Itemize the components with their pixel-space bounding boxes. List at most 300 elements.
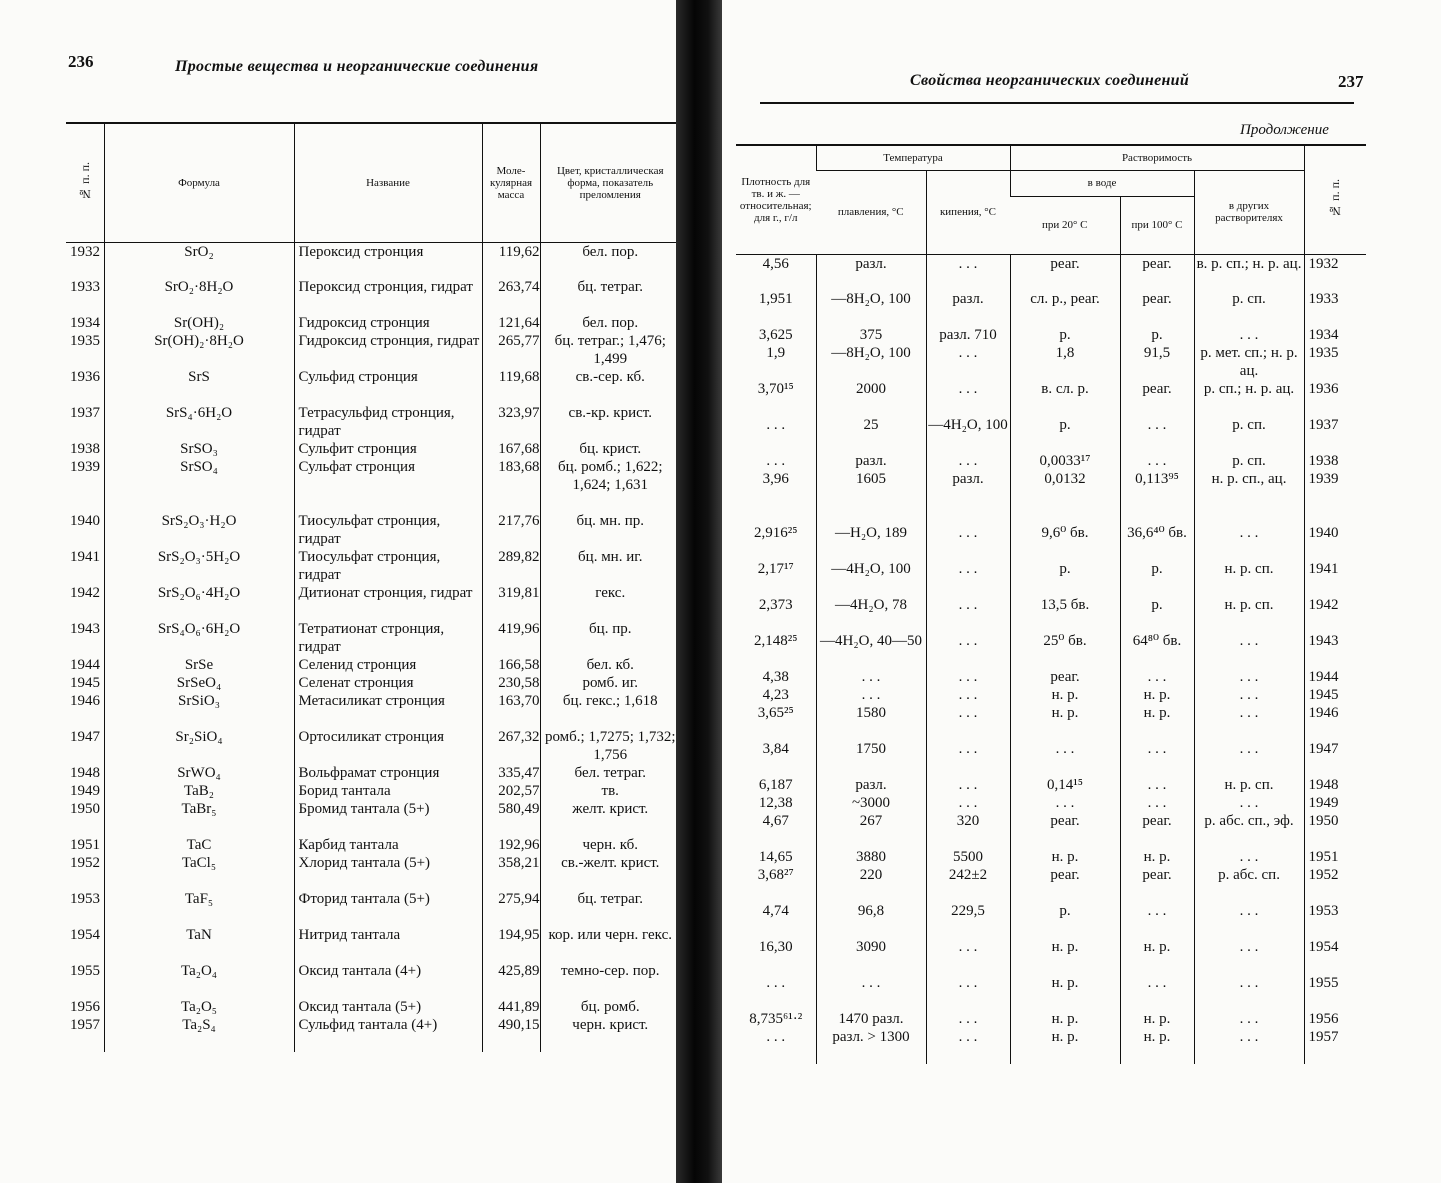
solubility-20-cell: н. р. [1010,686,1120,704]
header-other-solvents: в других растворителях [1194,170,1304,254]
density-cell: . . . [766,453,786,469]
name-cell: Сульфат стронция [294,458,482,512]
table-row [66,404,680,440]
row-number: 1955 [70,963,100,979]
table-row [66,854,680,890]
melting-cell: 25 [816,416,926,452]
density-cell: 6,187 [758,777,793,793]
table-row [66,962,680,998]
other-solvents-cell: . . . [1194,974,1304,1010]
table-row [66,800,680,836]
row-number: 1943 [1304,632,1366,668]
formula-cell: SrS₂O₃·5H₂O [104,548,294,584]
table-row [66,620,680,656]
formula-cell: SrS [104,368,294,404]
left-table-body [66,242,680,1052]
color-form-cell: бц. ромб. [540,998,680,1016]
boiling-cell: . . . [926,452,1010,470]
solubility-100-cell: р. [1120,596,1194,632]
boiling-cell: 320 [926,812,1010,848]
row-number: 1938 [1304,452,1366,470]
color-form-cell: бел. тетраг. [540,764,680,782]
table-row [736,1028,1366,1064]
row-number: 1937 [70,405,100,421]
header-formula: Формула [104,124,294,242]
mass-cell: 194,95 [482,926,540,962]
mass-cell: 183,68 [482,458,540,512]
solubility-100-cell: реаг. [1120,866,1194,902]
other-solvents-cell: . . . [1194,902,1304,938]
name-cell: Бромид тантала (5+) [294,800,482,836]
header-solubility: Растворимость [1010,146,1304,170]
mass-cell: 275,94 [482,890,540,926]
melting-cell: 1580 [816,704,926,740]
page-number-left: 236 [68,52,94,71]
mass-cell: 319,81 [482,584,540,620]
row-number: 1947 [1304,740,1366,776]
other-solvents-cell: . . . [1194,848,1304,866]
solubility-100-cell: р. [1120,560,1194,596]
mass-cell: 202,57 [482,782,540,800]
density-cell: 8,735⁶¹·² [749,1011,803,1027]
name-cell: Пероксид стронция [294,242,482,278]
color-form-cell: бц. гекс.; 1,618 [540,692,680,728]
solubility-20-cell: реаг. [1010,866,1120,902]
solubility-100-cell: р. [1120,326,1194,344]
color-form-cell: бел. пор. [540,242,680,278]
formula-cell: SrSO₄ [104,458,294,512]
solubility-20-cell: н. р. [1010,1028,1120,1064]
table-row [736,866,1366,902]
row-number: 1952 [1304,866,1366,902]
name-cell: Сульфид тантала (4+) [294,1016,482,1052]
formula-cell: TaN [104,926,294,962]
melting-cell: ~3000 [816,794,926,812]
name-cell: Борид тантала [294,782,482,800]
boiling-cell: . . . [926,524,1010,560]
row-number: 1950 [70,801,100,817]
mass-cell: 166,58 [482,656,540,674]
formula-cell: SrS₂O₆·4H₂O [104,584,294,620]
boiling-cell: 5500 [926,848,1010,866]
mass-cell: 263,74 [482,278,540,314]
solubility-20-cell: в. сл. р. [1010,380,1120,416]
melting-cell: . . . [816,668,926,686]
row-number: 1952 [70,855,100,871]
table-row [66,314,680,332]
row-number: 1946 [70,693,100,709]
boiling-cell: . . . [926,938,1010,974]
boiling-cell: . . . [926,1028,1010,1064]
formula-cell: SrO₂·8H₂O [104,278,294,314]
solubility-100-cell: н. р. [1120,704,1194,740]
row-number: 1951 [1304,848,1366,866]
other-solvents-cell: . . . [1194,632,1304,668]
running-head-left: Простые вещества и неорганические соединения [175,58,539,75]
header-name: Название [294,124,482,242]
color-form-cell: гекс. [540,584,680,620]
row-number: 1935 [70,333,100,349]
row-number: 1948 [70,765,100,781]
name-cell: Оксид тантала (5+) [294,998,482,1016]
table-row [66,926,680,962]
row-number: 1945 [1304,686,1366,704]
right-page [716,0,1441,1183]
formula-cell: SrS₂O₃·H₂O [104,512,294,548]
table-row [736,740,1366,776]
boiling-cell: . . . [926,344,1010,380]
name-cell: Сульфид стронция [294,368,482,404]
solubility-20-cell: реаг. [1010,668,1120,686]
formula-cell: Sr(OH)₂ [104,314,294,332]
table-row [66,368,680,404]
solubility-100-cell: . . . [1120,902,1194,938]
header-mass: Моле-кулярная масса [482,124,540,242]
color-form-cell: бел. кб. [540,656,680,674]
mass-cell: 121,64 [482,314,540,332]
solubility-20-cell: 0,0132 [1010,470,1120,524]
solubility-100-cell: . . . [1120,668,1194,686]
other-solvents-cell: . . . [1194,668,1304,686]
color-form-cell: св.-желт. крист. [540,854,680,890]
color-form-cell: бц. тетраг.; 1,476; 1,499 [540,332,680,368]
table-row [66,656,680,674]
color-form-cell: желт. крист. [540,800,680,836]
name-cell: Селенид стронция [294,656,482,674]
row-number: 1939 [70,459,100,475]
name-cell: Вольфрамат стронция [294,764,482,782]
row-number: 1936 [1304,380,1366,416]
melting-cell: —8H₂O, 100 [816,344,926,380]
name-cell: Карбид тантала [294,836,482,854]
page-number-right: 237 [1338,72,1364,91]
boiling-cell: . . . [926,776,1010,794]
row-number: 1942 [70,585,100,601]
density-cell: 2,916²⁵ [754,525,798,541]
solubility-20-cell: р. [1010,560,1120,596]
table-row [736,938,1366,974]
formula-cell: TaCl₅ [104,854,294,890]
other-solvents-cell: . . . [1194,740,1304,776]
solubility-20-cell: р. [1010,326,1120,344]
solubility-100-cell: н. р. [1120,686,1194,704]
boiling-cell: . . . [926,704,1010,740]
solubility-100-cell: н. р. [1120,1028,1194,1064]
row-number: 1932 [1304,254,1366,290]
other-solvents-cell: . . . [1194,326,1304,344]
solubility-100-cell: реаг. [1120,290,1194,326]
solubility-100-cell: реаг. [1120,254,1194,290]
row-number: 1944 [1304,668,1366,686]
other-solvents-cell: р. абс. сп., эф. [1194,812,1304,848]
mass-cell: 490,15 [482,1016,540,1052]
solubility-100-cell: 36,6⁴⁰ бв. [1120,524,1194,560]
row-number: 1957 [1304,1028,1366,1064]
name-cell: Хлорид тантала (5+) [294,854,482,890]
melting-cell: 220 [816,866,926,902]
other-solvents-cell: . . . [1194,704,1304,740]
color-form-cell: св.-кр. крист. [540,404,680,440]
boiling-cell: . . . [926,686,1010,704]
solubility-100-cell: н. р. [1120,848,1194,866]
header-at-20: при 20° С [1010,196,1120,254]
color-form-cell: бц. мн. пр. [540,512,680,548]
table-row [736,254,1366,290]
melting-cell: —4H₂O, 78 [816,596,926,632]
row-number: 1953 [1304,902,1366,938]
row-number: 1934 [1304,326,1366,344]
color-form-cell: бел. пор. [540,314,680,332]
boiling-cell: 229,5 [926,902,1010,938]
row-number: 1956 [70,999,100,1015]
mass-cell: 265,77 [482,332,540,368]
table-row [736,704,1366,740]
melting-cell: —4H₂O, 40—50 [816,632,926,668]
solubility-20-cell: реаг. [1010,812,1120,848]
row-number: 1935 [1304,344,1366,380]
header-at-100: при 100° С [1120,196,1194,254]
formula-cell: Ta₂S₄ [104,1016,294,1052]
solubility-20-cell: н. р. [1010,974,1120,1010]
melting-cell: 1605 [816,470,926,524]
header-melting: плавления, °C [816,170,926,254]
table-row [66,242,680,278]
formula-cell: TaB₂ [104,782,294,800]
left-page [0,0,690,1183]
formula-cell: Ta₂O₄ [104,962,294,998]
table-row [66,548,680,584]
row-number: 1948 [1304,776,1366,794]
solubility-100-cell: н. р. [1120,1010,1194,1028]
melting-cell: разл. [816,254,926,290]
mass-cell: 441,89 [482,998,540,1016]
solubility-20-cell: н. р. [1010,1010,1120,1028]
mass-cell: 119,62 [482,242,540,278]
header-rule-right [760,102,1354,104]
other-solvents-cell: н. р. сп. [1194,776,1304,794]
table-row [66,1016,680,1052]
row-number: 1939 [1304,470,1366,524]
continuation-label: Продолжение [1240,122,1329,138]
density-cell: 3,625 [758,327,793,343]
other-solvents-cell: р. мет. сп.; н. р. ац. [1194,344,1304,380]
row-number: 1956 [1304,1010,1366,1028]
boiling-cell: . . . [926,380,1010,416]
row-number: 1937 [1304,416,1366,452]
melting-cell: разл. > 1300 [816,1028,926,1064]
mass-cell: 163,70 [482,692,540,728]
header-color: Цвет, кристаллическая форма, показатель преломления [540,124,680,242]
header-num-right: № п. п. [1304,146,1366,254]
mass-cell: 119,68 [482,368,540,404]
melting-cell: 96,8 [816,902,926,938]
solubility-20-cell: 13,5 бв. [1010,596,1120,632]
name-cell: Тетратионат стронция, гидрат [294,620,482,656]
table-row [736,776,1366,794]
row-number: 1940 [1304,524,1366,560]
boiling-cell: . . . [926,254,1010,290]
boiling-cell: разл. [926,290,1010,326]
table-row [66,782,680,800]
mass-cell: 267,32 [482,728,540,764]
color-form-cell: св.-сер. кб. [540,368,680,404]
row-number: 1938 [70,441,100,457]
row-number: 1950 [1304,812,1366,848]
solubility-20-cell: 0,14¹⁵ [1010,776,1120,794]
table-row [736,326,1366,344]
name-cell: Сульфит стронция [294,440,482,458]
table-row [736,380,1366,416]
name-cell: Пероксид стронция, гидрат [294,278,482,314]
color-form-cell: бц. крист. [540,440,680,458]
table-row [736,812,1366,848]
row-number: 1954 [70,927,100,943]
row-number: 1946 [1304,704,1366,740]
boiling-cell: . . . [926,596,1010,632]
name-cell: Тиосульфат стронция, гидрат [294,548,482,584]
table-row [66,692,680,728]
solubility-20-cell: н. р. [1010,704,1120,740]
name-cell: Фторид тантала (5+) [294,890,482,926]
table-row [66,278,680,314]
right-table [736,146,1366,1064]
boiling-cell: . . . [926,740,1010,776]
density-cell: 3,84 [762,741,789,757]
formula-cell: TaF₅ [104,890,294,926]
other-solvents-cell: р. сп. [1194,290,1304,326]
name-cell: Нитрид тантала [294,926,482,962]
solubility-100-cell: 91,5 [1120,344,1194,380]
other-solvents-cell: н. р. сп. [1194,596,1304,632]
table-row [736,794,1366,812]
formula-cell: Ta₂O₅ [104,998,294,1016]
color-form-cell: ромб. иг. [540,674,680,692]
row-number: 1940 [70,513,100,529]
melting-cell: —4H₂O, 100 [816,560,926,596]
name-cell: Оксид тантала (4+) [294,962,482,998]
table-row [736,848,1366,866]
left-table [66,124,680,1052]
density-cell: 2,17¹⁷ [757,561,794,577]
solubility-100-cell: . . . [1120,740,1194,776]
density-cell: 3,68²⁷ [757,867,794,883]
melting-cell: 267 [816,812,926,848]
solubility-20-cell: р. [1010,902,1120,938]
solubility-100-cell: реаг. [1120,812,1194,848]
row-number: 1944 [70,657,100,673]
row-number: 1954 [1304,938,1366,974]
boiling-cell: . . . [926,668,1010,686]
melting-cell: 3880 [816,848,926,866]
solubility-20-cell: . . . [1010,794,1120,812]
solubility-20-cell: реаг. [1010,254,1120,290]
density-cell: 14,65 [758,849,793,865]
boiling-cell: . . . [926,974,1010,1010]
melting-cell: разл. [816,452,926,470]
mass-cell: 425,89 [482,962,540,998]
boiling-cell: . . . [926,794,1010,812]
solubility-20-cell: сл. р., реаг. [1010,290,1120,326]
table-row [66,728,680,764]
name-cell: Дитионат стронция, гидрат [294,584,482,620]
running-head-right: Свойства неорганических соединений [910,72,1190,89]
formula-cell: Sr₂SiO₄ [104,728,294,764]
mass-cell: 192,96 [482,836,540,854]
other-solvents-cell: р. абс. сп. [1194,866,1304,902]
formula-cell: SrO₂ [104,242,294,278]
row-number: 1936 [70,369,100,385]
solubility-20-cell: н. р. [1010,848,1120,866]
name-cell: Метасиликат стронция [294,692,482,728]
solubility-100-cell: 64⁸⁰ бв. [1120,632,1194,668]
color-form-cell: кор. или черн. гекс. [540,926,680,962]
solubility-100-cell: реаг. [1120,380,1194,416]
table-row [66,674,680,692]
row-number: 1955 [1304,974,1366,1010]
boiling-cell: разл. [926,470,1010,524]
color-form-cell: ромб.; 1,7275; 1,732; 1,756 [540,728,680,764]
other-solvents-cell: н. р. сп., ац. [1194,470,1304,524]
mass-cell: 323,97 [482,404,540,440]
other-solvents-cell: р. сп.; н. р. ац. [1194,380,1304,416]
name-cell: Тиосульфат стронция, гидрат [294,512,482,548]
mass-cell: 419,96 [482,620,540,656]
mass-cell: 217,76 [482,512,540,548]
table-row [736,290,1366,326]
table-row [736,416,1366,452]
melting-cell: разл. [816,776,926,794]
density-cell: 3,65²⁵ [757,705,794,721]
mass-cell: 289,82 [482,548,540,584]
formula-cell: TaBr₅ [104,800,294,836]
color-form-cell: бц. тетраг. [540,890,680,926]
row-number: 1933 [70,279,100,295]
row-number: 1949 [1304,794,1366,812]
row-number: 1945 [70,675,100,691]
density-cell: 2,373 [758,597,793,613]
density-cell: 1,9 [766,345,786,361]
other-solvents-cell: в. р. сп.; н. р. ац. [1194,254,1304,290]
solubility-20-cell: 0,0033¹⁷ [1010,452,1120,470]
table-row [736,470,1366,524]
row-number: 1949 [70,783,100,799]
table-row [736,974,1366,1010]
density-cell: 16,30 [758,939,793,955]
solubility-20-cell: 25⁰ бв. [1010,632,1120,668]
table-row [736,902,1366,938]
mass-cell: 358,21 [482,854,540,890]
other-solvents-cell: р. сп. [1194,452,1304,470]
other-solvents-cell: . . . [1194,524,1304,560]
header-in-water: в воде [1010,170,1194,196]
density-cell: 2,148²⁵ [754,633,798,649]
density-cell: . . . [766,417,786,433]
table-row [736,668,1366,686]
solubility-100-cell: . . . [1120,974,1194,1010]
density-cell: 3,70¹⁵ [757,381,794,397]
table-row [66,332,680,368]
boiling-cell: . . . [926,560,1010,596]
color-form-cell: черн. крист. [540,1016,680,1052]
table-row [66,458,680,512]
row-number: 1953 [70,891,100,907]
color-form-cell: тв. [540,782,680,800]
boiling-cell: . . . [926,632,1010,668]
solubility-100-cell: . . . [1120,452,1194,470]
row-number: 1941 [1304,560,1366,596]
density-cell: 3,96 [762,471,789,487]
table-row [736,560,1366,596]
